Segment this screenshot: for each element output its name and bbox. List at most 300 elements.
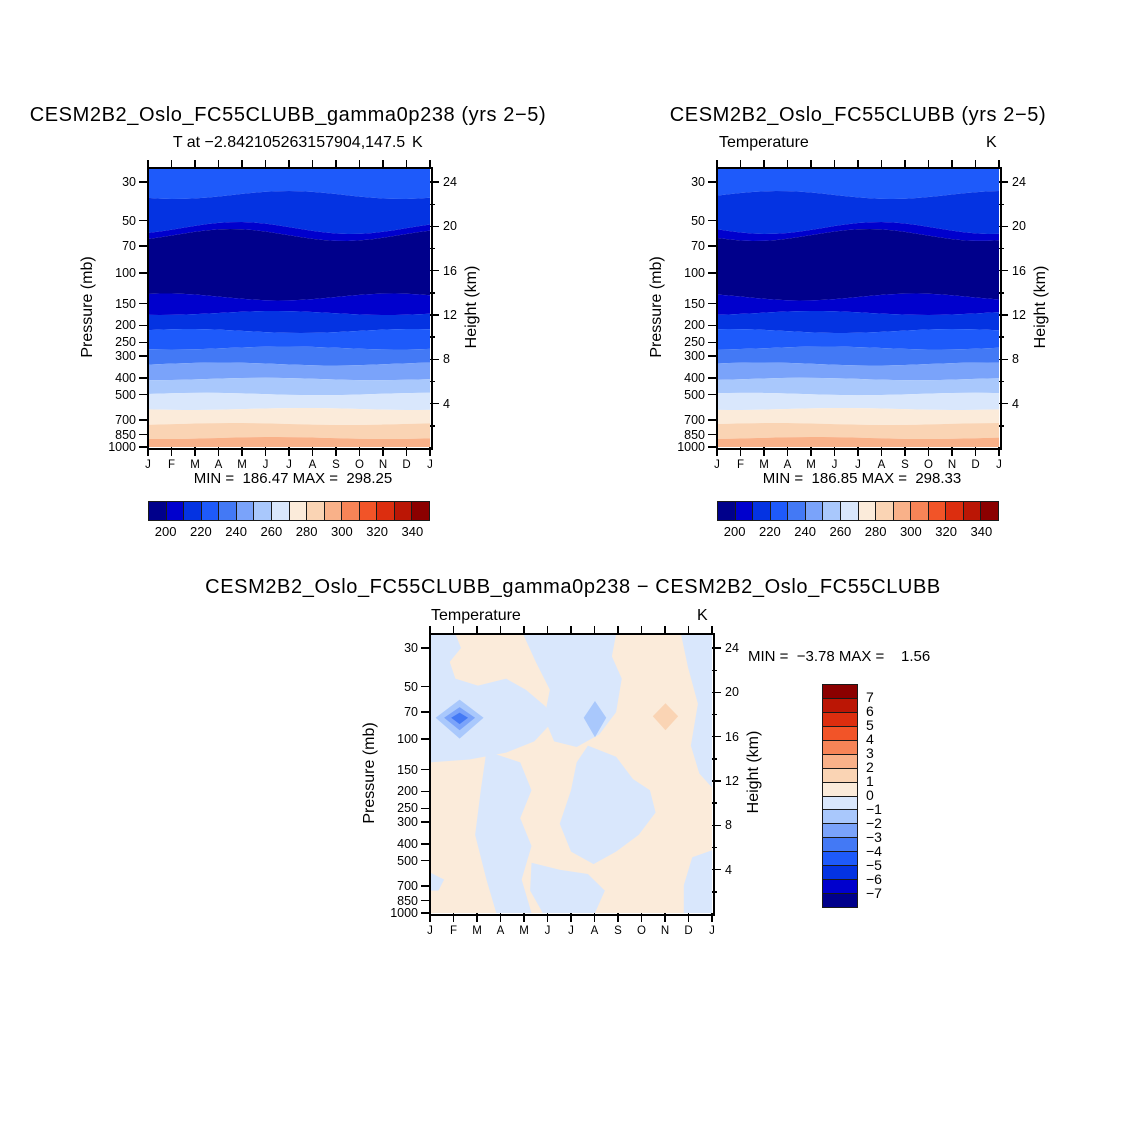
pressure-tick [708, 355, 717, 357]
colorbar-cell [219, 502, 237, 520]
month-tick-top [570, 626, 572, 634]
colorbar-tick-label: 260 [260, 524, 283, 539]
colorbar-tick-label: 2 [866, 759, 874, 775]
month-tick-bottom [928, 447, 930, 456]
month-tick-bottom [547, 913, 549, 922]
month-tick-bottom [617, 913, 619, 922]
colorbar-cell [981, 502, 998, 520]
pressure-tick-label: 850 [397, 893, 418, 908]
pressure-tick-label: 300 [115, 349, 136, 364]
diff-units-label: K [697, 607, 708, 624]
height-tick-label: 20 [725, 685, 739, 700]
month-tick-bottom [147, 447, 149, 456]
pressure-tick-label: 1000 [677, 440, 705, 454]
month-tick-label: M [190, 459, 200, 471]
height-minor-tick [999, 381, 1004, 383]
month-tick-bottom [951, 447, 953, 456]
pressure-tick [139, 181, 148, 183]
height-minor-tick [430, 336, 435, 338]
colorbar-tick-label: −3 [866, 829, 882, 845]
month-tick-label: S [332, 459, 340, 471]
height-minor-tick [430, 381, 435, 383]
month-tick-top [740, 160, 742, 168]
diff-pressure-axis-label: Pressure (mb) [361, 722, 378, 824]
month-tick-label: J [544, 925, 551, 937]
month-tick-label: J [427, 459, 433, 471]
pressure-tick [421, 860, 430, 862]
colorbar-cell [237, 502, 255, 520]
colorbar-cell [823, 502, 841, 520]
month-tick-bottom [382, 447, 384, 456]
month-tick-label: M [806, 459, 816, 471]
month-tick-label: M [519, 925, 529, 937]
height-minor-tick [999, 425, 1004, 427]
height-minor-tick [430, 204, 435, 206]
pressure-tick [139, 245, 148, 247]
pressure-tick [421, 738, 430, 740]
month-tick-top [500, 626, 502, 634]
month-tick-label: N [378, 459, 388, 471]
month-tick-label: S [614, 925, 622, 937]
month-tick-top [476, 626, 478, 634]
month-tick-top [265, 160, 267, 168]
month-tick-top [171, 160, 173, 168]
pressure-tick-label: 400 [397, 836, 418, 851]
height-tick [712, 692, 721, 694]
pressure-tick-label: 500 [684, 387, 705, 402]
month-tick-top [194, 160, 196, 168]
pressure-tick-label: 30 [404, 641, 418, 656]
pressure-tick-label: 30 [691, 175, 705, 190]
left-panel-subtitle: T at −2.842105263157904,147.5 [172, 134, 406, 151]
pressure-tick-label: 250 [684, 335, 705, 350]
month-tick-bottom [500, 913, 502, 922]
month-tick-label: D [971, 459, 980, 471]
month-tick-top [523, 626, 525, 634]
month-tick-bottom [429, 447, 431, 456]
colorbar-cell [876, 502, 894, 520]
height-tick-label: 24 [443, 175, 457, 190]
month-tick-top [998, 160, 1000, 168]
height-tick-label: 4 [1012, 396, 1019, 411]
colorbar-cell [806, 502, 824, 520]
month-tick-label: A [877, 459, 886, 471]
colorbar-cell [823, 783, 857, 797]
month-tick-label: D [402, 459, 411, 471]
pressure-tick [421, 843, 430, 845]
pressure-tick [421, 821, 430, 823]
month-tick-top [763, 160, 765, 168]
colorbar-cell [823, 824, 857, 838]
pressure-tick-label: 250 [115, 335, 136, 350]
month-tick-label: F [736, 459, 745, 471]
month-tick-bottom [523, 913, 525, 922]
colorbar-tick-label: 0 [866, 787, 874, 803]
colorbar-tick-label: 6 [866, 703, 874, 719]
colorbar-cell [823, 741, 857, 755]
colorbar-tick-label: 240 [794, 524, 816, 539]
month-tick-label: J [855, 459, 861, 471]
pressure-tick [139, 394, 148, 396]
pressure-tick [708, 394, 717, 396]
month-tick-bottom [711, 913, 713, 922]
pressure-tick [708, 220, 717, 222]
pressure-tick [421, 900, 430, 902]
pressure-tick [708, 342, 717, 344]
month-tick-label: J [714, 459, 720, 471]
height-tick [999, 314, 1008, 316]
colorbar-tick-label: 200 [723, 524, 746, 539]
pressure-tick-label: 200 [397, 784, 418, 799]
pressure-tick [421, 808, 430, 810]
left-pressure-axis-label: Pressure (mb) [79, 256, 96, 358]
pressure-tick-label: 50 [122, 213, 136, 228]
pressure-tick-label: 850 [115, 427, 136, 442]
month-tick-label: J [262, 459, 269, 471]
right-minmax-text: MIN = 186.85 MAX = 298.33 [762, 470, 962, 487]
pressure-tick-label: 150 [684, 296, 705, 311]
height-minor-tick [999, 292, 1004, 294]
month-tick-label: A [783, 459, 792, 471]
pressure-tick-label: 1000 [108, 440, 136, 454]
month-tick-bottom [763, 447, 765, 456]
month-tick-label: A [496, 925, 505, 937]
month-tick-top [881, 160, 883, 168]
pressure-tick [708, 446, 717, 448]
height-minor-tick [712, 758, 717, 760]
month-tick-top [147, 160, 149, 168]
colorbar-tick-label: −4 [866, 843, 882, 859]
height-tick [999, 359, 1008, 361]
colorbar-cell [325, 502, 343, 520]
pressure-tick-label: 150 [115, 296, 136, 311]
colorbar-cell [823, 755, 857, 769]
month-tick-bottom [453, 913, 455, 922]
month-tick-top [335, 160, 337, 168]
colorbar-tick-label: 260 [829, 524, 852, 539]
month-tick-bottom [429, 913, 431, 922]
pressure-tick [139, 434, 148, 436]
height-tick [712, 780, 721, 782]
pressure-tick-label: 150 [397, 762, 418, 777]
diff-height-axis-label: Height (km) [745, 730, 762, 814]
colorbar-tick-label: 300 [900, 524, 922, 539]
month-tick-label: O [355, 459, 364, 471]
pressure-tick-label: 300 [684, 349, 705, 364]
colorbar-cell [823, 797, 857, 811]
pressure-tick-label: 300 [397, 815, 418, 830]
left-units-label: K [412, 134, 423, 151]
month-tick-label: S [901, 459, 909, 471]
colorbar-cell [788, 502, 806, 520]
colorbar-tick-label: 280 [864, 524, 887, 539]
height-tick [430, 314, 439, 316]
colorbar-cell [360, 502, 378, 520]
month-tick-top [241, 160, 243, 168]
month-tick-bottom [194, 447, 196, 456]
month-tick-top [594, 626, 596, 634]
pressure-tick-label: 250 [397, 801, 418, 816]
height-tick [999, 181, 1008, 183]
plot-frame [716, 167, 1002, 450]
pressure-tick-label: 30 [122, 175, 136, 190]
colorbar-cell [823, 894, 857, 907]
colorbar-cell [823, 852, 857, 866]
pressure-tick [421, 791, 430, 793]
height-minor-tick [999, 336, 1004, 338]
pressure-tick [139, 220, 148, 222]
height-tick-label: 4 [725, 862, 732, 877]
colorbar-cell [823, 699, 857, 713]
month-tick-top [617, 626, 619, 634]
pressure-tick-label: 200 [684, 318, 705, 333]
colorbar-tick-label: 240 [225, 524, 247, 539]
month-tick-top [453, 626, 455, 634]
colorbar-tick-label: −1 [866, 801, 882, 817]
right-pressure-axis-label: Pressure (mb) [648, 256, 665, 358]
month-tick-top [834, 160, 836, 168]
colorbar-cell [771, 502, 789, 520]
height-tick-label: 12 [725, 774, 739, 789]
colorbar-tick-label: 4 [866, 731, 874, 747]
pressure-tick [421, 686, 430, 688]
pressure-tick-label: 700 [684, 413, 705, 428]
pressure-tick-label: 700 [115, 413, 136, 428]
month-tick-bottom [688, 913, 690, 922]
month-tick-bottom [171, 447, 173, 456]
pressure-tick [139, 303, 148, 305]
pressure-tick [421, 769, 430, 771]
colorbar-cell [964, 502, 982, 520]
right-panel-subtitle: Temperature [719, 134, 809, 151]
plot-frame [147, 167, 433, 450]
colorbar-cell [395, 502, 413, 520]
colorbar-tick-label: −6 [866, 871, 882, 887]
right-height-axis-label: Height (km) [1032, 265, 1049, 349]
month-tick-top [429, 626, 431, 634]
month-tick-label: J [286, 459, 292, 471]
colorbar-tick-label: 280 [295, 524, 318, 539]
month-tick-top [664, 626, 666, 634]
month-tick-bottom [975, 447, 977, 456]
month-tick-top [406, 160, 408, 168]
height-tick [999, 226, 1008, 228]
height-tick-label: 24 [725, 641, 739, 656]
height-tick-label: 12 [1012, 308, 1026, 323]
month-tick-label: F [449, 925, 458, 937]
colorbar-cell [859, 502, 877, 520]
month-tick-top [810, 160, 812, 168]
colorbar-tick-label: 220 [190, 524, 212, 539]
month-tick-top [641, 626, 643, 634]
colorbar-cell [823, 810, 857, 824]
right-panel-title: CESM2B2_Oslo_FC55CLUBB (yrs 2−5) [669, 104, 1047, 126]
pressure-tick-label: 400 [684, 370, 705, 385]
colorbar-tick-label: 300 [331, 524, 353, 539]
month-tick-top [951, 160, 953, 168]
pressure-tick-label: 50 [691, 213, 705, 228]
month-tick-label: J [568, 925, 574, 937]
colorbar-tick-label: 200 [154, 524, 177, 539]
left-panel-title: CESM2B2_Oslo_FC55CLUBB_gamma0p238 (yrs 2−5) [29, 104, 547, 126]
month-tick-top [429, 160, 431, 168]
month-tick-top [547, 626, 549, 634]
month-tick-label: N [947, 459, 957, 471]
colorbar [822, 684, 858, 908]
height-tick-label: 16 [1012, 263, 1026, 278]
month-tick-bottom [406, 447, 408, 456]
colorbar-tick-label: −5 [866, 857, 882, 873]
pressure-tick [139, 355, 148, 357]
height-tick-label: 24 [1012, 175, 1026, 190]
pressure-tick-label: 70 [691, 239, 705, 254]
pressure-tick [139, 272, 148, 274]
height-minor-tick [999, 204, 1004, 206]
colorbar-cell [929, 502, 947, 520]
month-tick-label: F [167, 459, 176, 471]
colorbar-tick-label: 7 [866, 689, 874, 705]
colorbar-cell [841, 502, 859, 520]
month-tick-bottom [570, 913, 572, 922]
colorbar-cell [149, 502, 167, 520]
pressure-tick-label: 850 [684, 427, 705, 442]
month-tick-top [716, 160, 718, 168]
height-tick [999, 270, 1008, 272]
colorbar-cell [736, 502, 754, 520]
height-tick-label: 20 [1012, 219, 1026, 234]
colorbar-cell [718, 502, 736, 520]
height-minor-tick [712, 847, 717, 849]
month-tick-bottom [740, 447, 742, 456]
month-tick-bottom [359, 447, 361, 456]
colorbar-cell [377, 502, 395, 520]
pressure-tick-label: 400 [115, 370, 136, 385]
height-minor-tick [712, 714, 717, 716]
colorbar-cell [823, 769, 857, 783]
pressure-tick-label: 700 [397, 879, 418, 894]
colorbar-tick-label: 340 [970, 524, 993, 539]
month-tick-bottom [881, 447, 883, 456]
month-tick-bottom [834, 447, 836, 456]
month-tick-bottom [335, 447, 337, 456]
pressure-tick-label: 50 [404, 679, 418, 694]
month-tick-bottom [594, 913, 596, 922]
month-tick-bottom [476, 913, 478, 922]
pressure-tick-label: 500 [397, 853, 418, 868]
colorbar-cell [412, 502, 429, 520]
colorbar-tick-label: 220 [759, 524, 781, 539]
month-tick-bottom [810, 447, 812, 456]
diff-panel-title: CESM2B2_Oslo_FC55CLUBB_gamma0p238 − CESM2B2_Oslo_FC55CLUBB [205, 576, 941, 598]
colorbar-cell [911, 502, 929, 520]
pressure-tick [421, 711, 430, 713]
height-minor-tick [712, 670, 717, 672]
pressure-tick [421, 885, 430, 887]
pressure-tick-label: 100 [684, 266, 705, 281]
month-tick-label: M [759, 459, 769, 471]
month-tick-label: J [709, 925, 715, 937]
colorbar-cell [946, 502, 964, 520]
pressure-tick-label: 200 [115, 318, 136, 333]
colorbar-cell [823, 866, 857, 880]
month-tick-bottom [218, 447, 220, 456]
colorbar-tick-label: 320 [366, 524, 388, 539]
pressure-tick-label: 1000 [390, 906, 418, 920]
month-tick-label: J [427, 925, 433, 937]
colorbar-cell [254, 502, 272, 520]
height-minor-tick [430, 292, 435, 294]
month-tick-label: O [637, 925, 646, 937]
month-tick-bottom [857, 447, 859, 456]
pressure-tick [708, 434, 717, 436]
height-tick [430, 181, 439, 183]
plot-frame [429, 633, 715, 916]
month-tick-top [382, 160, 384, 168]
month-tick-bottom [904, 447, 906, 456]
height-tick [712, 736, 721, 738]
colorbar-cell [823, 838, 857, 852]
month-tick-top [688, 626, 690, 634]
month-tick-bottom [641, 913, 643, 922]
diff-panel-subtitle: Temperature [431, 607, 521, 624]
pressure-tick-label: 70 [122, 239, 136, 254]
month-tick-label: A [214, 459, 223, 471]
month-tick-label: D [684, 925, 693, 937]
month-tick-label: A [590, 925, 599, 937]
month-tick-top [904, 160, 906, 168]
pressure-tick-label: 100 [115, 266, 136, 281]
colorbar-cell [823, 880, 857, 894]
right-units-label: K [986, 134, 997, 151]
pressure-tick [421, 647, 430, 649]
month-tick-label: J [831, 459, 838, 471]
pressure-tick-label: 500 [115, 387, 136, 402]
pressure-tick-label: 70 [404, 705, 418, 720]
height-tick [712, 869, 721, 871]
month-tick-bottom [664, 913, 666, 922]
month-tick-label: J [996, 459, 1002, 471]
pressure-tick [139, 446, 148, 448]
month-tick-top [975, 160, 977, 168]
height-tick [430, 359, 439, 361]
colorbar-cell [894, 502, 912, 520]
month-tick-label: A [308, 459, 317, 471]
colorbar-cell [307, 502, 325, 520]
month-tick-top [787, 160, 789, 168]
month-tick-top [312, 160, 314, 168]
height-tick-label: 16 [725, 729, 739, 744]
month-tick-top [218, 160, 220, 168]
colorbar-cell [167, 502, 185, 520]
pressure-tick [708, 181, 717, 183]
height-tick-label: 8 [725, 818, 732, 833]
month-tick-bottom [312, 447, 314, 456]
month-tick-bottom [998, 447, 1000, 456]
pressure-tick [708, 377, 717, 379]
colorbar-tick-label: 5 [866, 717, 874, 733]
colorbar [717, 501, 999, 521]
pressure-tick [139, 419, 148, 421]
pressure-tick-label: 100 [397, 732, 418, 747]
month-tick-top [288, 160, 290, 168]
height-tick [712, 825, 721, 827]
month-tick-bottom [241, 447, 243, 456]
pressure-tick [139, 342, 148, 344]
colorbar-tick-label: −2 [866, 815, 882, 831]
height-tick-label: 12 [443, 308, 457, 323]
height-minor-tick [430, 425, 435, 427]
colorbar-tick-label: 320 [935, 524, 957, 539]
